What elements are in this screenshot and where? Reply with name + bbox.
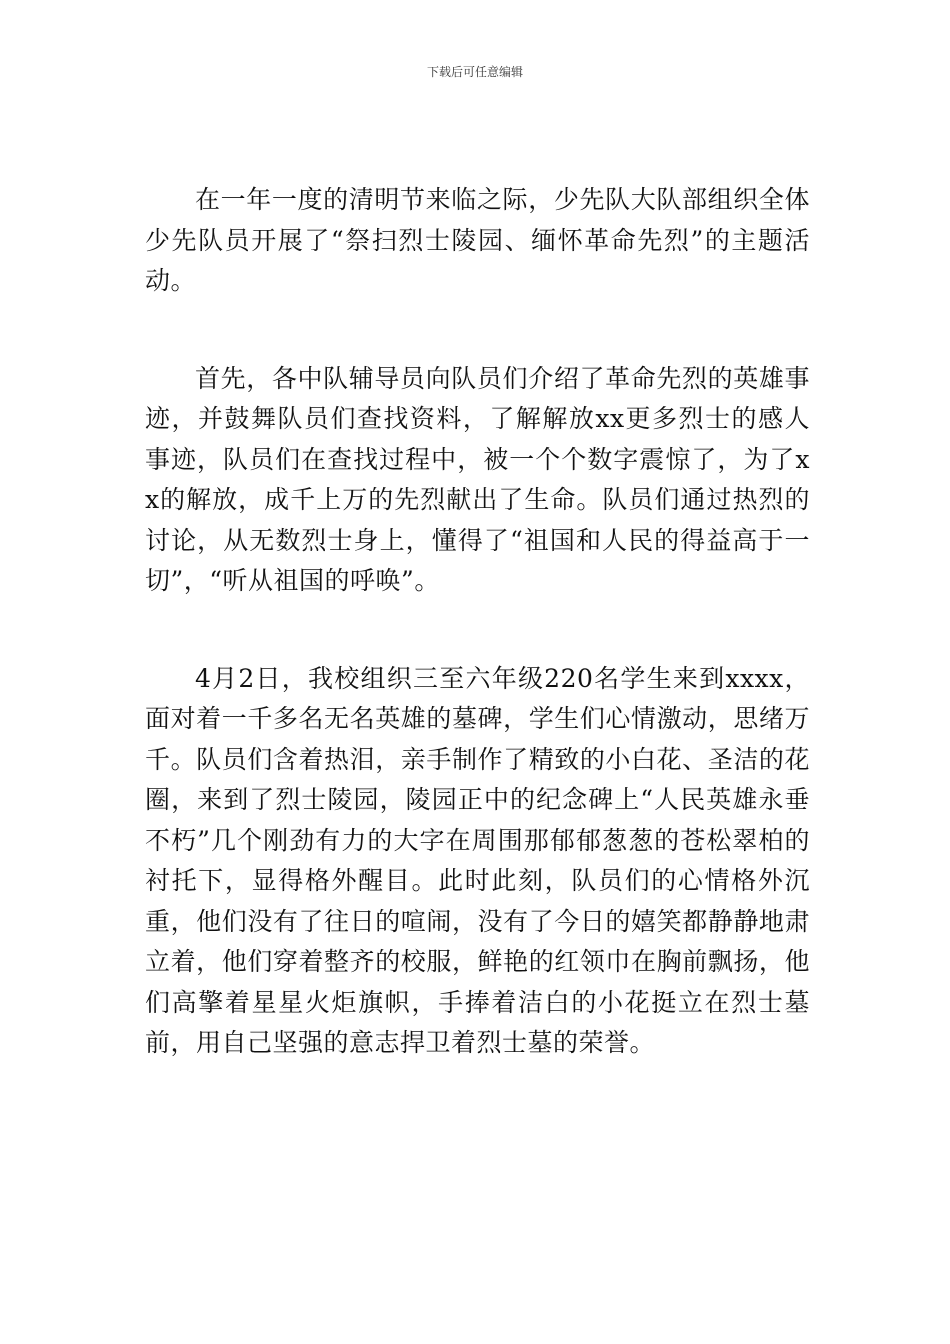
paragraph-intro: 在一年一度的清明节来临之际，少先队大队部组织全体少先队员开展了“祭扫烈士陵园、缅怀革命先烈”的主题活动。	[145, 185, 810, 295]
paragraph-memorial-visit: 4月2日，我校组织三至六年级220名学生来到xxxx，面对着一千多名无名英雄的墓碑，学生们心情激动，思绪万千。队员们含着热泪，亲手制作了精致的小白花、圣洁的花圈，来到了烈士陵园，陵园正中的纪念碑上“人民英雄永垂不朽”几个刚劲有力的大字在周围那郁郁葱葱的苍松翠柏的衬托下，显得格外醒目。此时此刻，队员们的心情格外沉重，他们没有了往日的喧闹，没有了今日的嬉笑都静静地肃立着，他们穿着整齐的校服，鲜艳的红领巾在胸前飘扬，他们高擎着星星火炬旗帜，手捧着洁白的小花挺立在烈士墓前，用自己坚强的意志捍卫着烈士墓的荣誉。	[145, 663, 810, 1057]
page-header-note: 下载后可任意编辑	[426, 65, 523, 79]
paragraph-preparation: 首先，各中队辅导员向队员们介绍了革命先烈的英雄事迹，并鼓舞队员们查找资料，了解解放xx更多烈士的感人事迹，队员们在查找过程中，被一个个数字震惊了，为了xx的解放，成千上万的先烈献出了生命。队员们通过热烈的讨论，从无数烈士身上，懂得了“祖国和人民的得益高于一切”，“听从祖国的呼唤”。	[145, 363, 810, 595]
document-body	[145, 180, 810, 1064]
